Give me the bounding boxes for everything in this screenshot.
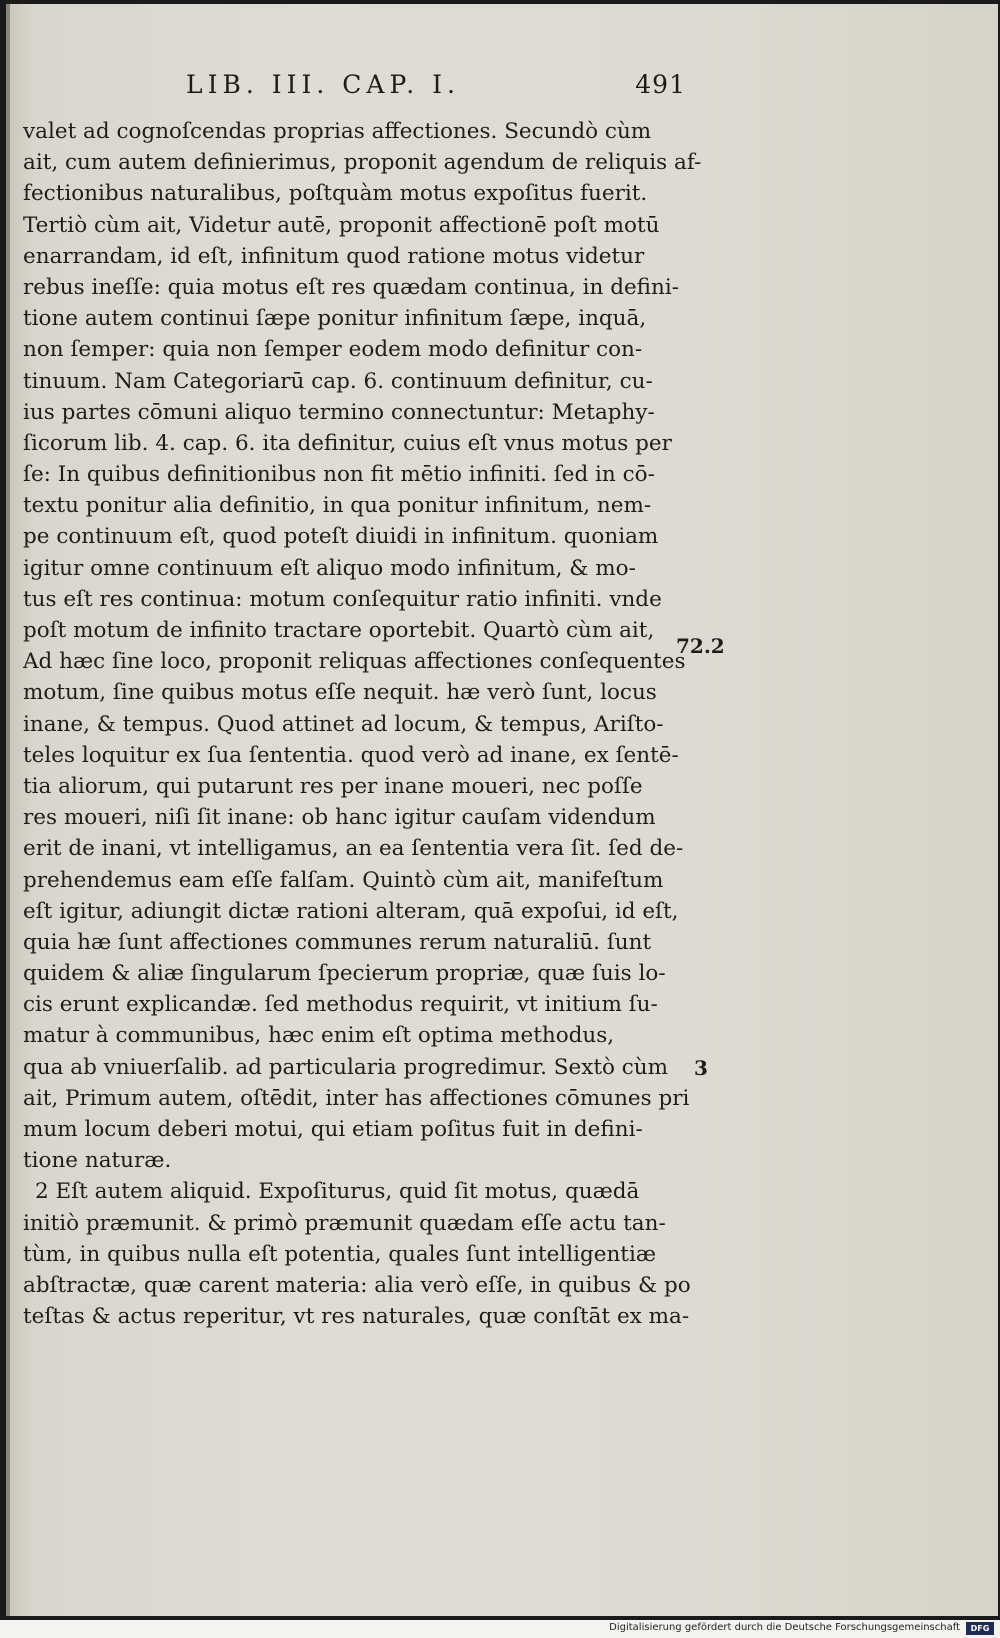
text-line: ius partes cōmuni aliquo termino connectuntur: Metaphy- bbox=[23, 399, 655, 425]
text-line: quidem & aliæ ſingularum ſpecierum propriæ, quæ ſuis lo- bbox=[23, 961, 666, 987]
text-line: 2 Eſt autem aliquid. Expoſiturus, quid ſit motus, quædā bbox=[35, 1179, 640, 1205]
text-line: rebus ineſſe: quia motus eſt res quædam continua, in defini- bbox=[23, 274, 680, 300]
marginal-note: 3 bbox=[694, 1056, 708, 1080]
text-line: motum, ſine quibus motus eſſe nequit. hæ verò ſunt, locus bbox=[23, 680, 657, 706]
text-line: tinuum. Nam Categoriarū cap. 6. continuum definitur, cu- bbox=[23, 368, 653, 394]
text-line: non ſemper: quia non ſemper eodem modo definitur con- bbox=[23, 337, 643, 363]
text-line: Tertiò cùm ait, Videtur autē, proponit affectionē poſt motū bbox=[23, 212, 660, 238]
text-line: Ad hæc ſine loco, proponit reliquas affectiones conſequentes bbox=[23, 649, 686, 675]
text-line: ſicorum lib. 4. cap. 6. ita definitur, cuius eſt vnus motus per bbox=[23, 430, 672, 456]
text-line: tione autem continui ſæpe ponitur infinitum ſæpe, inquā, bbox=[23, 306, 647, 332]
text-line: pe continuum eſt, quod poteſt diuidi in infinitum. quoniam bbox=[23, 524, 659, 550]
dfg-logo-icon: DFG bbox=[966, 1622, 994, 1635]
page-gutter-edge bbox=[6, 4, 10, 1616]
text-line: ait, Primum autem, oſtēdit, inter has affectiones cōmunes pri bbox=[23, 1085, 690, 1111]
text-line: tia aliorum, qui putarunt res per inane moueri, nec poſſe bbox=[23, 773, 643, 799]
text-line: matur à communibus, hæc enim eſt optima methodus, bbox=[23, 1023, 615, 1049]
text-line: tus eſt res continua: motum conſequitur ratio infiniti. vnde bbox=[23, 586, 662, 612]
book-page bbox=[6, 4, 998, 1616]
text-line: inane, & tempus. Quod attinet ad locum, & tempus, Ariſto- bbox=[23, 711, 664, 737]
text-line: quia hæ ſunt affectiones communes rerum naturaliū. ſunt bbox=[23, 929, 652, 955]
text-line: cis erunt explicandæ. ſed methodus requirit, vt initium ſu- bbox=[23, 992, 658, 1018]
digitization-footer bbox=[0, 1620, 1000, 1638]
body-text bbox=[23, 116, 703, 1332]
text-line: igitur omne continuum eſt aliquo modo infinitum, & mo- bbox=[23, 555, 636, 581]
text-line: ſe: In quibus definitionibus non fit mētio infiniti. ſed in cō- bbox=[23, 462, 655, 488]
page-number: 491 bbox=[635, 70, 686, 99]
text-line: tione naturæ. bbox=[23, 1148, 172, 1174]
text-line: res moueri, niſi ſit inane: ob hanc igitur cauſam videndum bbox=[23, 805, 656, 831]
page-header bbox=[186, 70, 686, 104]
text-line: fectionibus naturalibus, poſtquàm motus expoſitus fuerit. bbox=[23, 181, 648, 207]
text-line: abſtractæ, quæ carent materia: alia verò eſſe, in quibus & po bbox=[23, 1272, 691, 1298]
text-line: textu ponitur alia definitio, in qua ponitur infinitum, nem- bbox=[23, 493, 652, 519]
funding-credit: Digitalisierung gefördert durch die Deutsche Forschungsgemeinschaft bbox=[609, 1622, 960, 1633]
text-line: tùm, in quibus nulla eſt potentia, quales ſunt intelligentiæ bbox=[23, 1241, 657, 1267]
text-line: erit de inani, vt intelligamus, an ea ſententia vera ſit. ſed de- bbox=[23, 836, 684, 862]
text-line: poſt motum de infinito tractare oportebit. Quartò cùm ait, bbox=[23, 618, 655, 643]
text-line: ait, cum autem definierimus, proponit agendum de reliquis af- bbox=[23, 150, 702, 176]
text-line: teles loquitur ex ſua ſententia. quod verò ad inane, ex ſentē- bbox=[23, 742, 679, 768]
text-line: enarrandam, id eſt, infinitum quod ratione motus videtur bbox=[23, 243, 645, 269]
text-line: valet ad cognoſcendas proprias affectiones. Secundò cùm bbox=[23, 119, 652, 144]
text-line: teſtas & actus reperitur, vt res naturales, quæ conſtāt ex ma- bbox=[23, 1304, 690, 1330]
text-line: qua ab vniuerſalib. ad particularia progredimur. Sextò cùm bbox=[23, 1054, 669, 1080]
text-line: prehendemus eam eſſe falſam. Quintò cùm ait, manifeſtum bbox=[23, 867, 664, 893]
text-line: mum locum deberi motui, qui etiam poſitus fuit in defini- bbox=[23, 1117, 643, 1142]
running-title: LIB. III. CAP. I. bbox=[186, 70, 460, 99]
text-line: eſt igitur, adiungit dictæ rationi alteram, quā expoſui, id eſt, bbox=[23, 898, 679, 924]
text-line: initiò præmunit. & primò præmunit quædam eſſe actu tan- bbox=[23, 1210, 666, 1236]
marginal-note: 72.2 bbox=[676, 634, 725, 658]
